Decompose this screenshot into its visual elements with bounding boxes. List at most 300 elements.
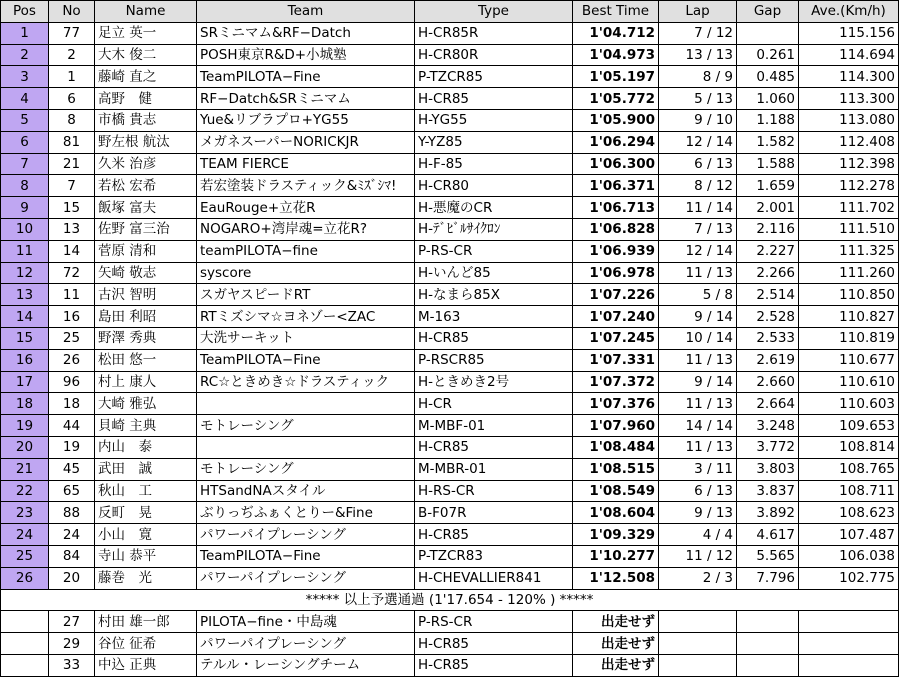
team-cell: SRミニマム&RF−Datch	[197, 22, 415, 44]
ave-speed-cell: 111.702	[799, 197, 899, 219]
ave-speed-cell: 108.765	[799, 458, 899, 480]
ave-speed-cell: 110.677	[799, 349, 899, 371]
no-cell: 15	[49, 197, 95, 219]
table-row	[1, 371, 899, 393]
no-cell: 26	[49, 349, 95, 371]
type-cell: H-悪魔のCR	[415, 197, 573, 219]
table-row	[1, 153, 899, 175]
team-cell: TeamPILOTA−Fine	[197, 349, 415, 371]
ave-speed-cell: 110.850	[799, 284, 899, 306]
lap-cell: 6 / 13	[659, 153, 737, 175]
gap-cell: 4.617	[737, 524, 799, 546]
pos-cell: 5	[1, 109, 49, 131]
lap-cell-empty	[659, 654, 737, 676]
table-row	[1, 458, 899, 480]
best-time-cell: 1'07.226	[573, 284, 659, 306]
team-cell: NOGARO+湾岸魂=立花R?	[197, 218, 415, 240]
no-cell: 25	[49, 327, 95, 349]
gap-cell: 1.188	[737, 109, 799, 131]
best-time-cell: 1'06.294	[573, 131, 659, 153]
no-cell: 77	[49, 22, 95, 44]
name-cell: 飯塚 富夫	[95, 197, 197, 219]
ave-speed-cell: 115.156	[799, 22, 899, 44]
name-cell: 久米 治彦	[95, 153, 197, 175]
type-cell: P-TZCR85	[415, 66, 573, 88]
table-row	[1, 66, 899, 88]
table-row	[1, 175, 899, 197]
table-row	[1, 284, 899, 306]
name-cell: 武田 誠	[95, 458, 197, 480]
no-cell: 65	[49, 480, 95, 502]
lap-cell: 11 / 14	[659, 197, 737, 219]
gap-cell: 1.582	[737, 131, 799, 153]
lap-cell: 8 / 12	[659, 175, 737, 197]
pos-cell: 14	[1, 306, 49, 328]
type-cell: H-ときめき2号	[415, 371, 573, 393]
type-cell: H-ﾃﾞﾋﾞﾙｻｲｸﾛﾝ	[415, 218, 573, 240]
lap-cell: 9 / 13	[659, 502, 737, 524]
pos-cell-empty	[1, 611, 49, 633]
type-cell: H-CR85	[415, 88, 573, 110]
type-cell: H-YG55	[415, 109, 573, 131]
table-row	[1, 502, 899, 524]
type-cell: B-F07R	[415, 502, 573, 524]
pos-cell: 13	[1, 284, 49, 306]
best-time-cell: 1'05.197	[573, 66, 659, 88]
ave-speed-cell: 111.510	[799, 218, 899, 240]
no-cell: 84	[49, 545, 95, 567]
best-time-cell: 1'10.277	[573, 545, 659, 567]
type-cell: H-CHEVALLIER841	[415, 567, 573, 589]
ave-speed-cell: 108.711	[799, 480, 899, 502]
lap-cell: 4 / 4	[659, 524, 737, 546]
best-time-cell: 1'04.712	[573, 22, 659, 44]
pos-cell: 23	[1, 502, 49, 524]
name-cell: 古沢 智明	[95, 284, 197, 306]
ave-cell-empty	[799, 633, 899, 655]
name-cell: 菅原 清和	[95, 240, 197, 262]
best-time-cell: 1'06.713	[573, 197, 659, 219]
team-cell: 若宏塗装ドラスティック&ﾐｽﾞｼﾏ!	[197, 175, 415, 197]
best-time-cell: 1'07.372	[573, 371, 659, 393]
header-best-time: Best Time	[573, 1, 659, 23]
pos-cell: 4	[1, 88, 49, 110]
team-cell: RF−Datch&SRミニマム	[197, 88, 415, 110]
gap-cell: 3.803	[737, 458, 799, 480]
best-time-cell: 1'05.900	[573, 109, 659, 131]
name-cell: 藤崎 直之	[95, 66, 197, 88]
ave-speed-cell: 106.038	[799, 545, 899, 567]
lap-cell: 9 / 14	[659, 371, 737, 393]
gap-cell: 1.659	[737, 175, 799, 197]
no-cell: 33	[49, 654, 95, 676]
table-row	[1, 415, 899, 437]
type-cell: M-163	[415, 306, 573, 328]
type-cell: M-MBR-01	[415, 458, 573, 480]
name-cell: 村田 雄一郎	[95, 611, 197, 633]
pos-cell: 16	[1, 349, 49, 371]
no-cell: 81	[49, 131, 95, 153]
header-row	[1, 1, 899, 23]
lap-cell-empty	[659, 633, 737, 655]
pos-cell: 11	[1, 240, 49, 262]
type-cell: Y-YZ85	[415, 131, 573, 153]
team-cell: Yue&リブラプロ+YG55	[197, 109, 415, 131]
pos-cell: 6	[1, 131, 49, 153]
name-cell: 大崎 雅弘	[95, 393, 197, 415]
no-cell: 72	[49, 262, 95, 284]
team-cell: TEAM FIERCE	[197, 153, 415, 175]
best-time-cell: 1'08.515	[573, 458, 659, 480]
header-pos: Pos	[1, 1, 49, 23]
team-cell: EauRouge+立花R	[197, 197, 415, 219]
lap-cell: 9 / 10	[659, 109, 737, 131]
type-cell: H-CR80	[415, 175, 573, 197]
table-row	[1, 524, 899, 546]
type-cell: H-RS-CR	[415, 480, 573, 502]
gap-cell	[737, 22, 799, 44]
table-row	[1, 197, 899, 219]
name-cell: 野澤 秀典	[95, 327, 197, 349]
type-cell: P-RSCR85	[415, 349, 573, 371]
lap-cell: 14 / 14	[659, 415, 737, 437]
lap-cell: 12 / 14	[659, 131, 737, 153]
type-cell: P-TZCR83	[415, 545, 573, 567]
gap-cell: 2.664	[737, 393, 799, 415]
gap-cell: 3.892	[737, 502, 799, 524]
best-time-cell: 1'06.300	[573, 153, 659, 175]
ave-speed-cell: 107.487	[799, 524, 899, 546]
lap-cell: 7 / 12	[659, 22, 737, 44]
pos-cell: 26	[1, 567, 49, 589]
name-cell: 秋山 工	[95, 480, 197, 502]
name-cell: 野左根 航汰	[95, 131, 197, 153]
gap-cell: 2.660	[737, 371, 799, 393]
lap-cell: 13 / 13	[659, 44, 737, 66]
ave-speed-cell: 110.610	[799, 371, 899, 393]
name-cell: 寺山 恭平	[95, 545, 197, 567]
lap-cell: 11 / 13	[659, 393, 737, 415]
pos-cell: 22	[1, 480, 49, 502]
pos-cell: 21	[1, 458, 49, 480]
gap-cell: 2.528	[737, 306, 799, 328]
best-time-cell: 1'12.508	[573, 567, 659, 589]
no-cell: 44	[49, 415, 95, 437]
no-cell: 27	[49, 611, 95, 633]
header-ave-speed: Ave.(Km/h)	[799, 1, 899, 23]
gap-cell: 2.001	[737, 197, 799, 219]
table-row	[1, 436, 899, 458]
no-cell: 11	[49, 284, 95, 306]
name-cell: 中込 正典	[95, 654, 197, 676]
ave-speed-cell: 110.603	[799, 393, 899, 415]
gap-cell: 3.837	[737, 480, 799, 502]
pos-cell: 15	[1, 327, 49, 349]
ave-speed-cell: 114.300	[799, 66, 899, 88]
gap-cell: 2.266	[737, 262, 799, 284]
team-cell: POSH東京R&D+小城塾	[197, 44, 415, 66]
gap-cell: 2.514	[737, 284, 799, 306]
header-no: No	[49, 1, 95, 23]
type-cell: P-RS-CR	[415, 611, 573, 633]
name-cell: 貝崎 主典	[95, 415, 197, 437]
header-name: Name	[95, 1, 197, 23]
type-cell: H-いんど85	[415, 262, 573, 284]
best-time-cell: 1'06.828	[573, 218, 659, 240]
lap-cell: 12 / 14	[659, 240, 737, 262]
no-cell: 7	[49, 175, 95, 197]
ave-speed-cell: 110.827	[799, 306, 899, 328]
type-cell: H-CR85	[415, 327, 573, 349]
no-cell: 20	[49, 567, 95, 589]
gap-cell: 2.533	[737, 327, 799, 349]
ave-speed-cell: 110.819	[799, 327, 899, 349]
table-row	[1, 306, 899, 328]
name-cell: 村上 康人	[95, 371, 197, 393]
lap-cell: 2 / 3	[659, 567, 737, 589]
best-time-cell: 1'07.331	[573, 349, 659, 371]
table-row	[1, 327, 899, 349]
type-cell: P-RS-CR	[415, 240, 573, 262]
gap-cell-empty	[737, 611, 799, 633]
ave-speed-cell: 102.775	[799, 567, 899, 589]
ave-speed-cell: 108.623	[799, 502, 899, 524]
pos-cell: 12	[1, 262, 49, 284]
type-cell: H-CR85R	[415, 22, 573, 44]
name-cell: 大木 俊二	[95, 44, 197, 66]
lap-cell: 11 / 13	[659, 349, 737, 371]
table-row	[1, 393, 899, 415]
lap-cell: 5 / 13	[659, 88, 737, 110]
team-cell	[197, 436, 415, 458]
team-cell: RC☆ときめき☆ドラスティック	[197, 371, 415, 393]
ave-speed-cell: 113.300	[799, 88, 899, 110]
table-row	[1, 480, 899, 502]
type-cell: H-CR85	[415, 633, 573, 655]
lap-cell: 11 / 13	[659, 436, 737, 458]
best-time-cell: 1'09.329	[573, 524, 659, 546]
no-cell: 29	[49, 633, 95, 655]
team-cell: RTミズシマ☆ヨネゾー<ZAC	[197, 306, 415, 328]
team-cell: パワーパイプレーシング	[197, 567, 415, 589]
best-time-cell: 1'06.978	[573, 262, 659, 284]
dns-row	[1, 611, 899, 633]
type-cell: H-CR85	[415, 524, 573, 546]
gap-cell: 2.227	[737, 240, 799, 262]
best-time-cell: 1'08.484	[573, 436, 659, 458]
ave-speed-cell: 109.653	[799, 415, 899, 437]
ave-speed-cell: 112.398	[799, 153, 899, 175]
table-row	[1, 218, 899, 240]
lap-cell: 3 / 11	[659, 458, 737, 480]
team-cell: パワーパイプレーシング	[197, 633, 415, 655]
best-time-cell: 1'08.604	[573, 502, 659, 524]
gap-cell-empty	[737, 633, 799, 655]
gap-cell: 1.060	[737, 88, 799, 110]
no-cell: 96	[49, 371, 95, 393]
name-cell: 内山 泰	[95, 436, 197, 458]
no-cell: 21	[49, 153, 95, 175]
gap-cell-empty	[737, 654, 799, 676]
no-cell: 6	[49, 88, 95, 110]
no-cell: 18	[49, 393, 95, 415]
team-cell: パワーパイプレーシング	[197, 524, 415, 546]
no-cell: 45	[49, 458, 95, 480]
lap-cell: 10 / 14	[659, 327, 737, 349]
gap-cell: 1.588	[737, 153, 799, 175]
best-time-cell: 1'06.939	[573, 240, 659, 262]
table-row	[1, 567, 899, 589]
pos-cell-empty	[1, 633, 49, 655]
ave-speed-cell: 111.260	[799, 262, 899, 284]
name-cell: 松田 悠一	[95, 349, 197, 371]
lap-cell: 9 / 14	[659, 306, 737, 328]
no-cell: 14	[49, 240, 95, 262]
type-cell: M-MBF-01	[415, 415, 573, 437]
team-cell: teamPILOTA−fine	[197, 240, 415, 262]
team-cell: 大洗サーキット	[197, 327, 415, 349]
name-cell: 市橋 貴志	[95, 109, 197, 131]
best-time-cell: 1'07.240	[573, 306, 659, 328]
ave-cell-empty	[799, 654, 899, 676]
team-cell: メガネスーパーNORICKJR	[197, 131, 415, 153]
team-cell: ぶりっぢふぁくとりー&Fine	[197, 502, 415, 524]
gap-cell: 0.485	[737, 66, 799, 88]
lap-cell: 11 / 13	[659, 262, 737, 284]
gap-cell: 2.619	[737, 349, 799, 371]
gap-cell: 0.261	[737, 44, 799, 66]
pos-cell: 2	[1, 44, 49, 66]
team-cell: HTSandNAスタイル	[197, 480, 415, 502]
best-time-cell: 1'08.549	[573, 480, 659, 502]
table-row	[1, 131, 899, 153]
team-cell: syscore	[197, 262, 415, 284]
pos-cell: 9	[1, 197, 49, 219]
lap-cell: 6 / 13	[659, 480, 737, 502]
name-cell: 反町 晃	[95, 502, 197, 524]
pos-cell: 20	[1, 436, 49, 458]
best-time-cell: 1'05.772	[573, 88, 659, 110]
ave-speed-cell: 113.080	[799, 109, 899, 131]
best-time-cell: 1'07.960	[573, 415, 659, 437]
no-cell: 8	[49, 109, 95, 131]
ave-speed-cell: 112.278	[799, 175, 899, 197]
gap-cell: 7.796	[737, 567, 799, 589]
type-cell: H-CR	[415, 393, 573, 415]
pos-cell: 18	[1, 393, 49, 415]
table-row	[1, 349, 899, 371]
pos-cell: 10	[1, 218, 49, 240]
dns-row	[1, 654, 899, 676]
best-time-cell: 1'07.245	[573, 327, 659, 349]
team-cell: モトレーシング	[197, 458, 415, 480]
status-cell: 出走せず	[573, 611, 659, 633]
team-cell: テルル・レーシングチーム	[197, 654, 415, 676]
header-lap: Lap	[659, 1, 737, 23]
no-cell: 2	[49, 44, 95, 66]
ave-speed-cell: 108.814	[799, 436, 899, 458]
type-cell: H-CR85	[415, 436, 573, 458]
pos-cell: 25	[1, 545, 49, 567]
name-cell: 藤巻 光	[95, 567, 197, 589]
type-cell: H-F-85	[415, 153, 573, 175]
no-cell: 1	[49, 66, 95, 88]
name-cell: 島田 利昭	[95, 306, 197, 328]
table-row	[1, 545, 899, 567]
dns-row	[1, 633, 899, 655]
best-time-cell: 1'04.973	[573, 44, 659, 66]
gap-cell: 3.772	[737, 436, 799, 458]
name-cell: 矢崎 敬志	[95, 262, 197, 284]
type-cell: H-CR85	[415, 654, 573, 676]
pos-cell: 19	[1, 415, 49, 437]
no-cell: 13	[49, 218, 95, 240]
name-cell: 谷位 征希	[95, 633, 197, 655]
header-gap: Gap	[737, 1, 799, 23]
no-cell: 16	[49, 306, 95, 328]
lap-cell: 5 / 8	[659, 284, 737, 306]
no-cell: 24	[49, 524, 95, 546]
team-cell: TeamPILOTA−Fine	[197, 545, 415, 567]
qualify-note-row	[1, 589, 899, 611]
team-cell: TeamPILOTA−Fine	[197, 66, 415, 88]
type-cell: H-なまら85X	[415, 284, 573, 306]
name-cell: 足立 英一	[95, 22, 197, 44]
lap-cell-empty	[659, 611, 737, 633]
header-type: Type	[415, 1, 573, 23]
ave-speed-cell: 114.694	[799, 44, 899, 66]
lap-cell: 11 / 12	[659, 545, 737, 567]
pos-cell: 3	[1, 66, 49, 88]
lap-cell: 7 / 13	[659, 218, 737, 240]
pos-cell-empty	[1, 654, 49, 676]
no-cell: 88	[49, 502, 95, 524]
no-cell: 19	[49, 436, 95, 458]
best-time-cell: 1'07.376	[573, 393, 659, 415]
table-row	[1, 109, 899, 131]
ave-speed-cell: 112.408	[799, 131, 899, 153]
pos-cell: 17	[1, 371, 49, 393]
team-cell: モトレーシング	[197, 415, 415, 437]
type-cell: H-CR80R	[415, 44, 573, 66]
pos-cell: 8	[1, 175, 49, 197]
header-team: Team	[197, 1, 415, 23]
team-cell	[197, 393, 415, 415]
table-row	[1, 44, 899, 66]
qualify-note: ***** 以上予選通過 (1'17.654 - 120% ) *****	[1, 589, 899, 611]
pos-cell: 1	[1, 22, 49, 44]
lap-cell: 8 / 9	[659, 66, 737, 88]
team-cell: スガヤスピードRT	[197, 284, 415, 306]
ave-speed-cell: 111.325	[799, 240, 899, 262]
name-cell: 小山 寛	[95, 524, 197, 546]
table-row	[1, 240, 899, 262]
name-cell: 高野 健	[95, 88, 197, 110]
table-row	[1, 88, 899, 110]
pos-cell: 24	[1, 524, 49, 546]
gap-cell: 2.116	[737, 218, 799, 240]
ave-cell-empty	[799, 611, 899, 633]
status-cell: 出走せず	[573, 654, 659, 676]
pos-cell: 7	[1, 153, 49, 175]
status-cell: 出走せず	[573, 633, 659, 655]
table-row	[1, 22, 899, 44]
gap-cell: 3.248	[737, 415, 799, 437]
name-cell: 佐野 富三治	[95, 218, 197, 240]
gap-cell: 5.565	[737, 545, 799, 567]
table-row	[1, 262, 899, 284]
team-cell: PILOTA−fine・中島魂	[197, 611, 415, 633]
